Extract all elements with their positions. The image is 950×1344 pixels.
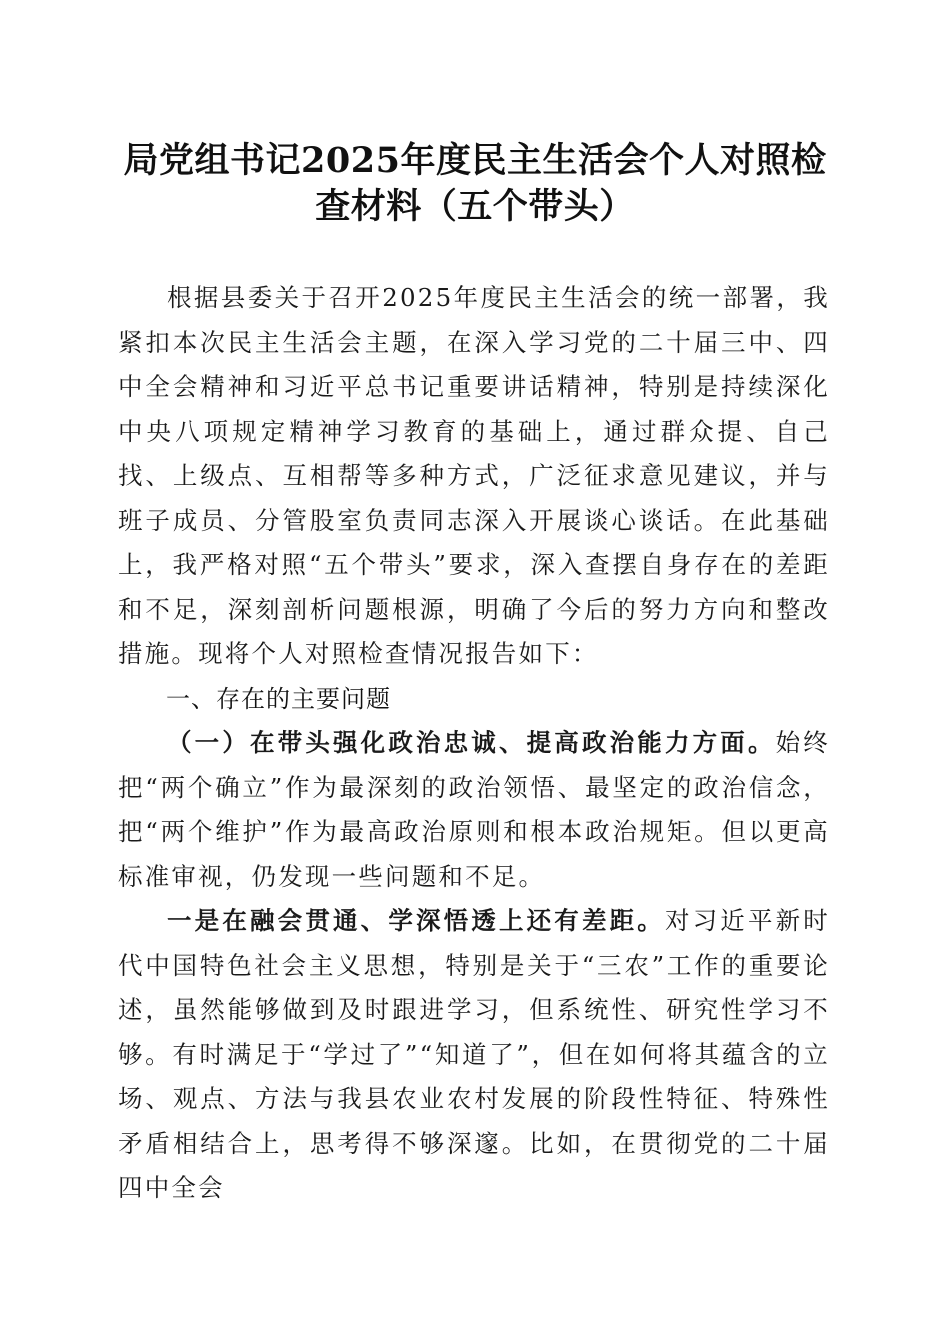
section-heading: 一、存在的主要问题 <box>166 684 391 713</box>
document-title: 局党组书记2025年度民主生活会个人对照检查材料（五个带头） <box>123 140 827 227</box>
subsection-lead: （一）在带头强化政治忠诚、提高政治能力方面。 <box>167 728 776 757</box>
intro-paragraph: 根据县委关于召开2025年度民主生活会的统一部署，我紧扣本次民主生活会主题，在深入学习党的二十届三中、四中全会精神和习近平总书记重要讲话精神，特别是持续深化中央八项规定精神学习教育的基础上，通过群众提、自己找、上级点、互相帮等多种方式，广泛征求意见建议，并与班子成员、分管股室负责同志深入开展谈心谈话。在此基础上，我严格对照“五个带头”要求，深入查摆自身存在的差距和不足，深刻剖析问题根源，明确了今后的努力方向和整改措施。现将个人对照检查情况报告如下： <box>118 283 830 668</box>
point-lead: 一是在融会贯通、学深悟透上还有差距。 <box>167 906 665 935</box>
document-body <box>118 276 830 1211</box>
point-body: 对习近平新时代中国特色社会主义思想，特别是关于“三农”工作的重要论述，虽然能够做到及时跟进学习，但系统性、研究性学习不够。有时满足于“学过了”“知道了”，但在如何将其蕴含的立场、观点、方法与我县农业农村发展的阶段性特征、特殊性矛盾相结合上，思考得不够深邃。比如，在贯彻党的二十届四中全会 <box>118 906 830 1202</box>
subsection-body: 始终把“两个确立”作为最深刻的政治领悟、最坚定的政治信念，把“两个维护”作为最高政治原则和根本政治规矩。但以更高标准审视，仍发现一些问题和不足。 <box>118 728 830 891</box>
point-paragraph <box>118 899 830 1211</box>
subsection-paragraph <box>118 721 830 899</box>
